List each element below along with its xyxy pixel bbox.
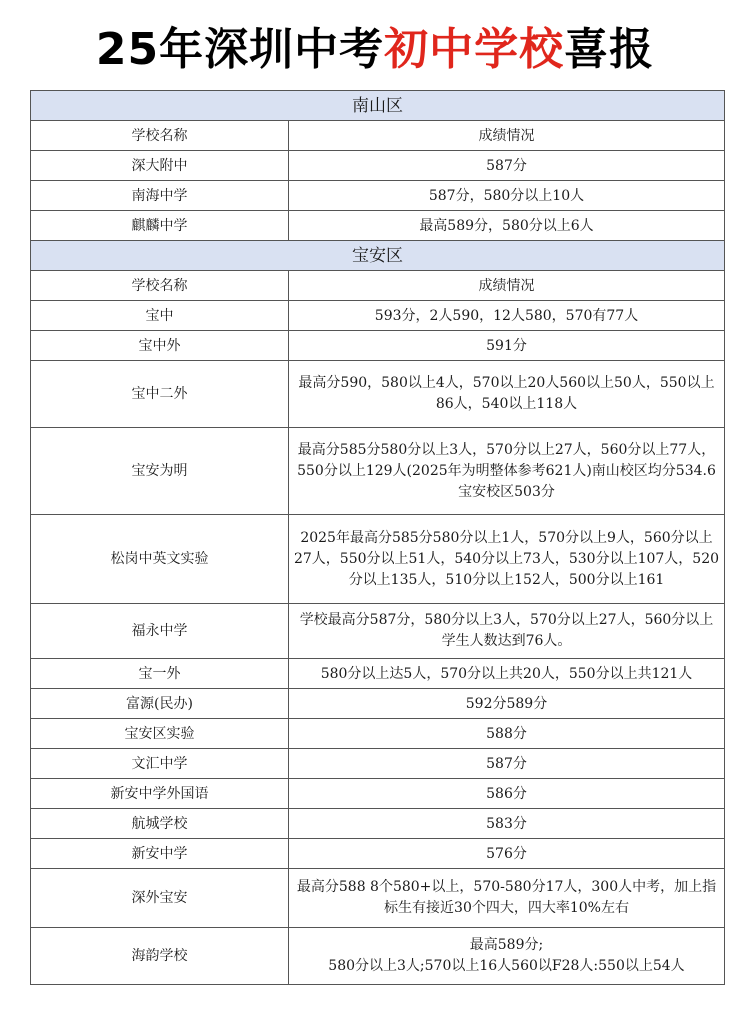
school-name: 福永中学: [31, 604, 289, 659]
table-row: [31, 779, 725, 809]
table-row: [31, 809, 725, 839]
column-header-school: 学校名称: [31, 121, 289, 151]
school-name: 宝中: [31, 301, 289, 331]
table-row: [31, 869, 725, 928]
school-name: 宝中外: [31, 331, 289, 361]
column-header-result: 成绩情况: [289, 121, 725, 151]
table-row: [31, 659, 725, 689]
school-name: 深外宝安: [31, 869, 289, 928]
result-cell: 最高589分，580分以上6人: [289, 211, 725, 241]
title-part-1: 25年深圳中考: [95, 24, 385, 75]
result-cell: 最高分588 8个580+以上，570-580分17人，300人中考，加上指标生有接近30个四大，四大率10%左右: [289, 869, 725, 928]
school-name: 宝安为明: [31, 428, 289, 515]
result-cell: 583分: [289, 809, 725, 839]
school-name: 深大附中: [31, 151, 289, 181]
school-name: 富源(民办): [31, 689, 289, 719]
table-row: [31, 151, 725, 181]
table-row: [31, 301, 725, 331]
table-row: [31, 515, 725, 604]
title-part-highlight: 初中学校: [384, 24, 565, 75]
result-cell: 586分: [289, 779, 725, 809]
district-name: 南山区: [31, 91, 725, 121]
result-cell: 最高分590，580以上4人，570以上20人560以上50人，550以上86人，540以上118人: [289, 361, 725, 428]
result-cell: [289, 928, 725, 985]
column-header-school: 学校名称: [31, 271, 289, 301]
school-name: 宝中二外: [31, 361, 289, 428]
result-cell: 学校最高分587分，580分以上3人，570分以上27人，560分以上学生人数达到76人。: [289, 604, 725, 659]
school-name: 南海中学: [31, 181, 289, 211]
result-cell: 576分: [289, 839, 725, 869]
table-row: [31, 211, 725, 241]
school-name: 航城学校: [31, 809, 289, 839]
result-cell: 最高分585分580分以上3人，570分以上27人，560分以上77人，550分以上129人(2025年为明整体参考621人)南山校区均分534.6 宝安校区503分: [289, 428, 725, 515]
column-header-result: 成绩情况: [289, 271, 725, 301]
result-cell: 587分: [289, 749, 725, 779]
school-name: 松岗中英文实验: [31, 515, 289, 604]
table-row: [31, 331, 725, 361]
school-name: 麒麟中学: [31, 211, 289, 241]
district-row-nanshan: [31, 91, 725, 121]
school-name: 宝安区实验: [31, 719, 289, 749]
table-row: [31, 839, 725, 869]
table-row: [31, 719, 725, 749]
result-cell: 587分，580分以上10人: [289, 181, 725, 211]
result-cell: 580分以上达5人，570分以上共20人，550分以上共121人: [289, 659, 725, 689]
school-name: 新安中学: [31, 839, 289, 869]
school-name: 新安中学外国语: [31, 779, 289, 809]
result-cell: 588分: [289, 719, 725, 749]
district-name: 宝安区: [31, 241, 725, 271]
header-row: [31, 121, 725, 151]
result-line: 最高589分;: [469, 937, 544, 953]
page-title: [0, 18, 750, 82]
table-row: [31, 361, 725, 428]
table-row: [31, 689, 725, 719]
district-row-baoan: [31, 241, 725, 271]
result-cell: 2025年最高分585分580分以上1人，570分以上9人，560分以上27人，550分以上51人，540分以上73人，530分以上107人，520分以上135人，510分以上152人，500分以上161: [289, 515, 725, 604]
table-row: [31, 428, 725, 515]
table-row: [31, 181, 725, 211]
header-row: [31, 271, 725, 301]
table-row: [31, 749, 725, 779]
school-name: 文汇中学: [31, 749, 289, 779]
school-name: 宝一外: [31, 659, 289, 689]
result-cell: 592分589分: [289, 689, 725, 719]
results-table: [30, 90, 725, 985]
title-part-3: 喜报: [564, 24, 655, 75]
result-line: 580分以上3人;570以上16人560以F28人:550以上54人: [328, 958, 685, 974]
result-cell: 593分，2人590，12人580，570有77人: [289, 301, 725, 331]
result-cell: 591分: [289, 331, 725, 361]
table-row: [31, 604, 725, 659]
result-cell: 587分: [289, 151, 725, 181]
school-name: 海韵学校: [31, 928, 289, 985]
table-row: [31, 928, 725, 985]
